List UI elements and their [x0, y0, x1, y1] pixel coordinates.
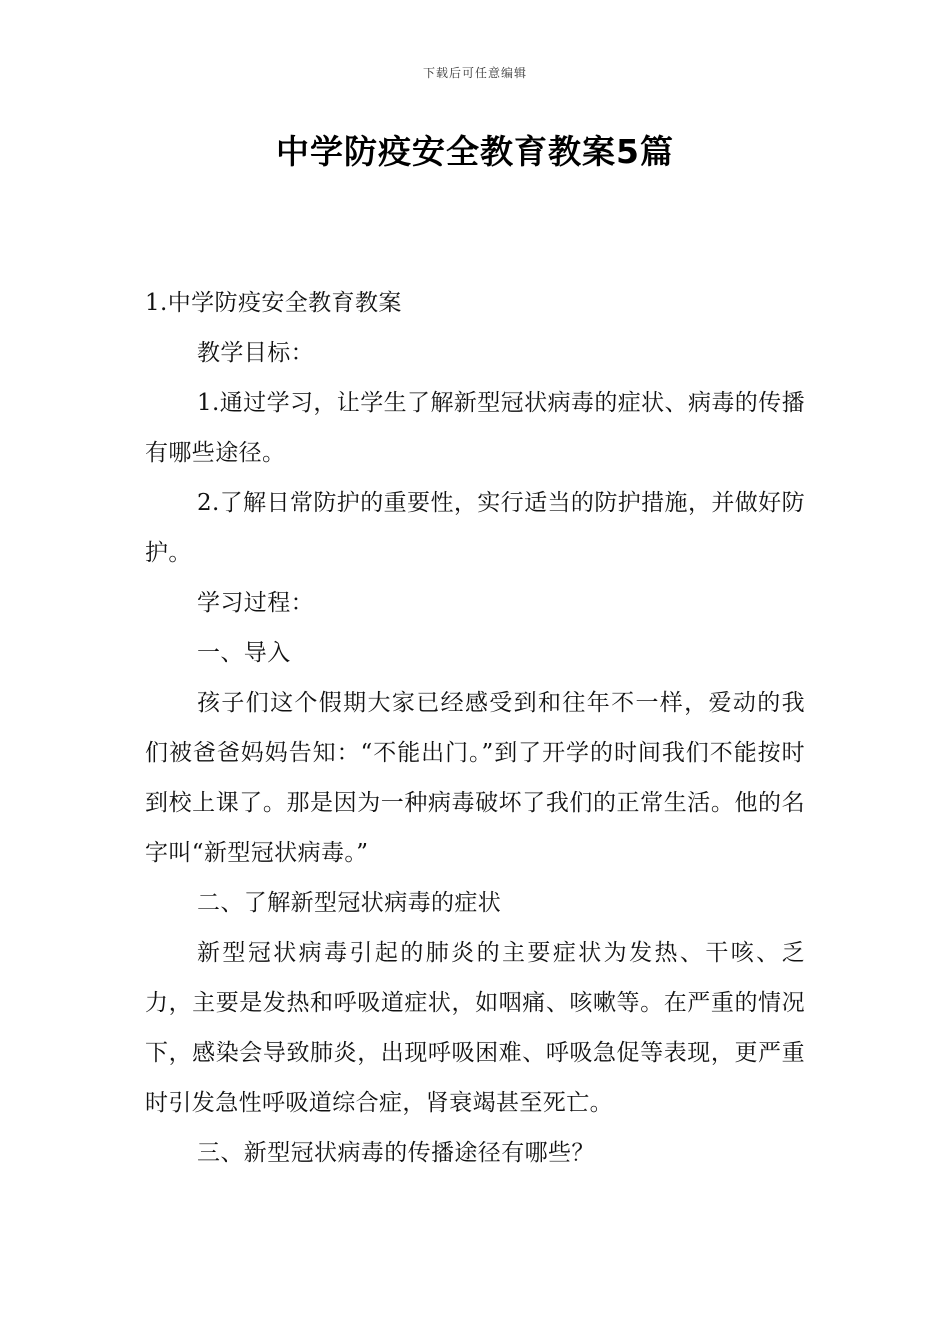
paragraph-symptoms-heading: 二、了解新型冠状病毒的症状 [197, 890, 502, 916]
section-heading: 1.中学防疫安全教育教案 [145, 290, 402, 316]
paragraph-goal-2: 2.了解日常防护的重要性，实行适当的防护措施，并做好防护。 [145, 490, 805, 566]
paragraph-teaching-goals: 教学目标： [197, 340, 314, 366]
paragraph-goal-1: 1.通过学习，让学生了解新型冠状病毒的症状、病毒的传播有哪些途径。 [145, 390, 805, 466]
paragraph-intro-heading: 一、导入 [197, 640, 291, 666]
paragraph-symptoms-text: 新型冠状病毒引起的肺炎的主要症状为发热、干咳、乏力，主要是发热和呼吸道症状，如咽痛、咳嗽等。在严重的情况下，感染会导致肺炎，出现呼吸困难、呼吸急促等表现，更严重时引发急性呼吸道综合症，肾衰竭甚至死亡。 [145, 940, 805, 1116]
document-title: 中学防疫安全教育教案5篇 [276, 132, 674, 171]
document-body [145, 278, 805, 1178]
header-note: 下载后可任意编辑 [422, 66, 527, 80]
paragraph-transmission-heading: 三、新型冠状病毒的传播途径有哪些？ [197, 1140, 595, 1166]
paragraph-intro-text: 孩子们这个假期大家已经感受到和往年不一样，爱动的我们被爸爸妈妈告知：“不能出门。”到了开学的时间我们不能按时到校上课了。那是因为一种病毒破坏了我们的正常生活。他的名字叫“新型冠状病毒。” [145, 690, 805, 866]
paragraph-learning-process: 学习过程： [197, 590, 314, 616]
